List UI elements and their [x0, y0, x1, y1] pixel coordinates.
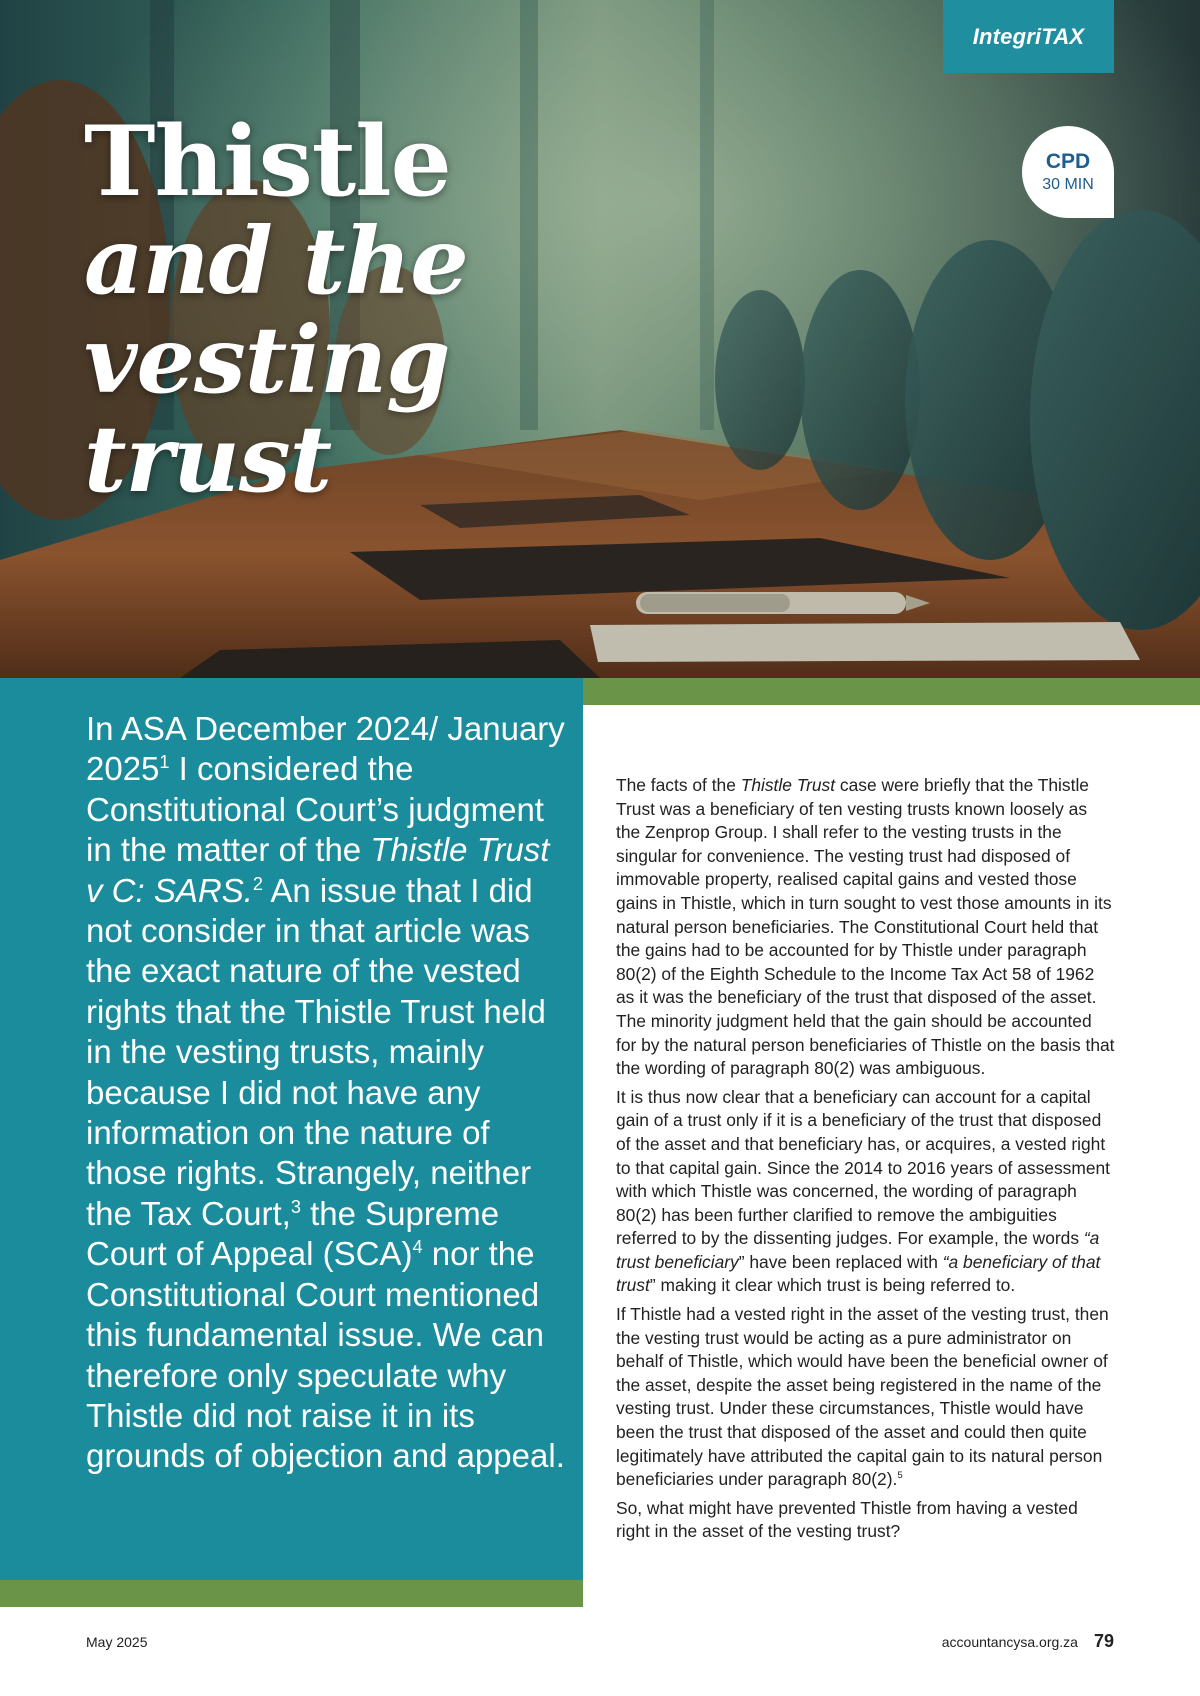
body-text: If Thistle had a vested right in the asset of the vesting trust, then the vesting trust would be acting as a pure administrator on behalf of Thistle, which would have been the beneficial owner of the asset, despite the asset being registered in the name of the vesting trust. Under these circumstances, Thistle would have been the trust that disposed of the asset and could then quite legitimately have attributed the capital gain to its natural person beneficiaries under paragraph 80(2).: [616, 1304, 1109, 1490]
case-name: Thistle Trust: [740, 775, 836, 795]
footnote-ref-2: 2: [252, 873, 263, 894]
body-text: The facts of the: [616, 775, 741, 795]
footnote-ref-4: 4: [412, 1237, 423, 1258]
title-line-2: and the: [84, 207, 468, 315]
body-text: case were briefly that the Thistle Trust was a beneficiary of ten vesting trusts known loosely as the Zenprop Group. I shall refer to the vesting trusts in the singular for convenience. The vesting trust had disposed of immovable property, realised capital gains and vested those gains in Thistle, which in turn sought to vest those amounts in its natural person beneficiaries. The Constitutional Court held that the gains had to be accounted for by Thistle under paragraph 80(2) of the Eighth Schedule to the Income Tax Act 58 of 1962 as it was the beneficiary of the trust that disposed of the asset. The minority judgment held that the gain should be accounted for by the natural person beneficiaries of Thistle on the basis that the wording of paragraph 80(2) was ambiguous.: [616, 775, 1115, 1079]
footnote-ref-3: 3: [290, 1196, 301, 1217]
article-body: [616, 774, 1116, 1549]
standfirst-text: An issue that I did not consider in that article was the exact nature of the vested rights that the Thistle Trust held in the vesting trusts, mainly because I did not have any information on the nature of those rights. Strangely, neither the Tax Court,: [86, 871, 546, 1232]
standfirst-text: the Supreme Court of Appeal (SCA): [86, 1194, 500, 1273]
body-paragraph-1: [616, 774, 1116, 1081]
body-paragraph-4: [616, 1497, 1116, 1544]
case-name: Thistle Trust v C: SARS.: [86, 831, 550, 909]
standfirst: [86, 709, 572, 1477]
hero-image: [0, 0, 1200, 678]
body-text: ” have been replaced with: [738, 1251, 943, 1272]
quoted-wording: “a beneficiary of that trust: [616, 1251, 1101, 1296]
brand-logo-tab: [943, 0, 1114, 73]
footer-issue-date: May 2025: [86, 1634, 148, 1650]
body-text: ” making it clear which trust is being referred to.: [649, 1275, 1016, 1296]
title-line-3: vesting: [84, 306, 450, 414]
cpd-badge-title: CPD: [1045, 150, 1091, 173]
footer-right: [942, 1631, 1114, 1652]
green-accent-bar-top: [583, 678, 1200, 705]
green-accent-bar-bottom: [0, 1580, 583, 1607]
footer-website: accountancysa.org.za: [941, 1634, 1078, 1650]
footnote-ref-1: 1: [159, 752, 170, 773]
footnote-ref-5: 5: [897, 1470, 903, 1482]
body-text: So, what might have prevented Thistle from having a vested right in the asset of the vesting trust?: [616, 1497, 1078, 1542]
body-paragraph-3: [616, 1303, 1116, 1492]
standfirst-text: In ASA December 2024/ January 2025: [86, 710, 565, 788]
quoted-wording: “a trust beneficiary: [616, 1228, 1100, 1272]
standfirst-text: nor the Constitutional Court mentioned this fundamental issue. We can therefore only speculate why Thistle did not raise it in its grounds of objection and appeal.: [86, 1235, 565, 1475]
standfirst-text: I considered the Constitutional Court’s judgment in the matter of the: [86, 750, 544, 869]
page-number: 79: [1093, 1631, 1114, 1651]
body-text: It is thus now clear that a beneficiary can account for a capital gain of a trust only if it is a beneficiary of the trust that disposed of the asset and that beneficiary has, or acquires, a vested right to that capital gain. Since the 2014 to 2016 years of assessment with which Thistle was concerned, the wording of paragraph 80(2) has been further clarified to remove the ambiguities referred to by the dissenting judges. For example, the words: [616, 1086, 1111, 1249]
brand-logo: IntegriTAX: [972, 23, 1085, 49]
title-line-4: trust: [84, 405, 332, 513]
article-title: [84, 105, 468, 513]
body-paragraph-2: [616, 1086, 1116, 1298]
title-line-1: Thistle: [84, 105, 451, 218]
cpd-badge-duration: 30 MIN: [1042, 176, 1094, 193]
cpd-badge: [1022, 126, 1114, 218]
